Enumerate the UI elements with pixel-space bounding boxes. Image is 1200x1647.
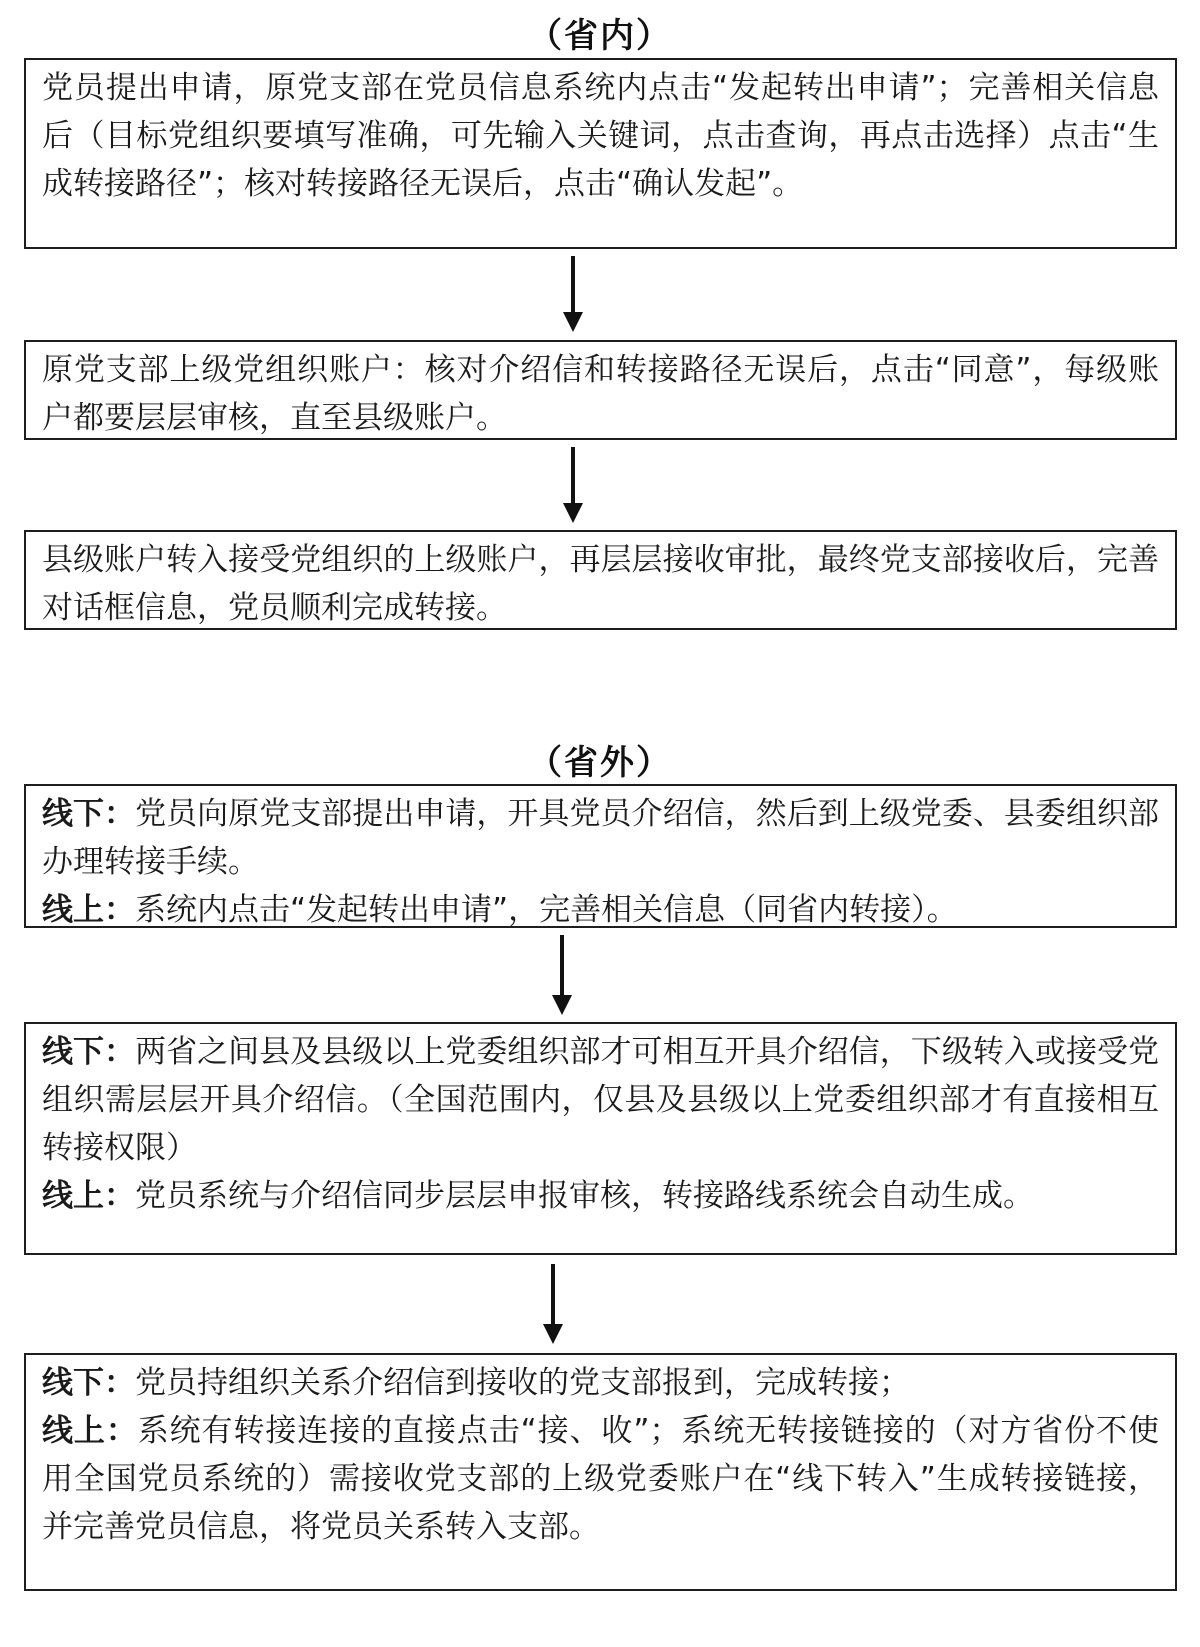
inside-step-2-box [24, 340, 1177, 440]
inside-step-1-box [24, 58, 1177, 249]
online-text: 系统内点击“发起转出申请”，完善相关信息（同省内转接）。 [135, 892, 958, 928]
arrow-down-icon [538, 1264, 568, 1346]
outside-step-2-online [42, 1172, 1159, 1220]
offline-text: 党员向原党支部提出申请，开具党员介绍信，然后到上级党委、县委组织部办理转接手续。 [42, 796, 1160, 880]
outside-step-3-online [42, 1407, 1159, 1551]
outside-step-2-box [24, 1022, 1177, 1255]
arrow-down-icon [547, 935, 577, 1017]
outside-step-3-box [24, 1353, 1177, 1591]
online-label: 线上： [42, 892, 135, 928]
offline-label: 线下： [42, 1034, 136, 1070]
online-text: 党员系统与介绍信同步层层申报审核，转接路线系统会自动生成。 [135, 1178, 1034, 1214]
outside-step-1-box [24, 784, 1177, 928]
offline-text: 党员持组织关系介绍信到接收的党支部报到，完成转接； [135, 1365, 910, 1401]
inside-step-2-text: 原党支部上级党组织账户：核对介绍信和转接路径无误后，点击“同意”，每级账户都要层层审核，直至县级账户。 [42, 352, 1159, 436]
online-label: 线上： [42, 1413, 138, 1449]
outside-step-1-online [42, 886, 1159, 934]
offline-text: 两省之间县及县级以上党委组织部才可相互开具介绍信，下级转入或接受党组织需层层开具介绍信。（全国范围内，仅县及县级以上党委组织部才有直接相互转接权限） [42, 1034, 1160, 1166]
arrow-down-icon [558, 447, 588, 525]
online-text: 系统有转接连接的直接点击“接、收”；系统无转接链接的（对方省份不使用全国党员系统的）需接收党支部的上级党委账户在“线下转入”生成转接链接，并完善党员信息，将党员关系转入支部。 [42, 1413, 1160, 1545]
outside-step-2-offline [42, 1028, 1159, 1172]
outside-step-3-offline [42, 1359, 1159, 1407]
arrow-down-icon [558, 256, 588, 334]
section-title-inside: （省内） [528, 16, 672, 56]
inside-step-3-text: 县级账户转入接受党组织的上级账户，再层层接收审批，最终党支部接收后，完善对话框信息，党员顺利完成转接。 [42, 542, 1159, 626]
online-label: 线上： [42, 1178, 135, 1214]
offline-label: 线下： [42, 796, 136, 832]
section-title-outside: （省外） [528, 743, 672, 783]
outside-step-1-offline [42, 790, 1159, 886]
inside-step-3-box [24, 530, 1177, 630]
offline-label: 线下： [42, 1365, 135, 1401]
inside-step-1-text: 党员提出申请，原党支部在党员信息系统内点击“发起转出申请”；完善相关信息后（目标党组织要填写准确，可先输入关键词，点击查询，再点击选择）点击“生成转接路径”；核对转接路径无误后，点击“确认发起”。 [42, 70, 1159, 202]
